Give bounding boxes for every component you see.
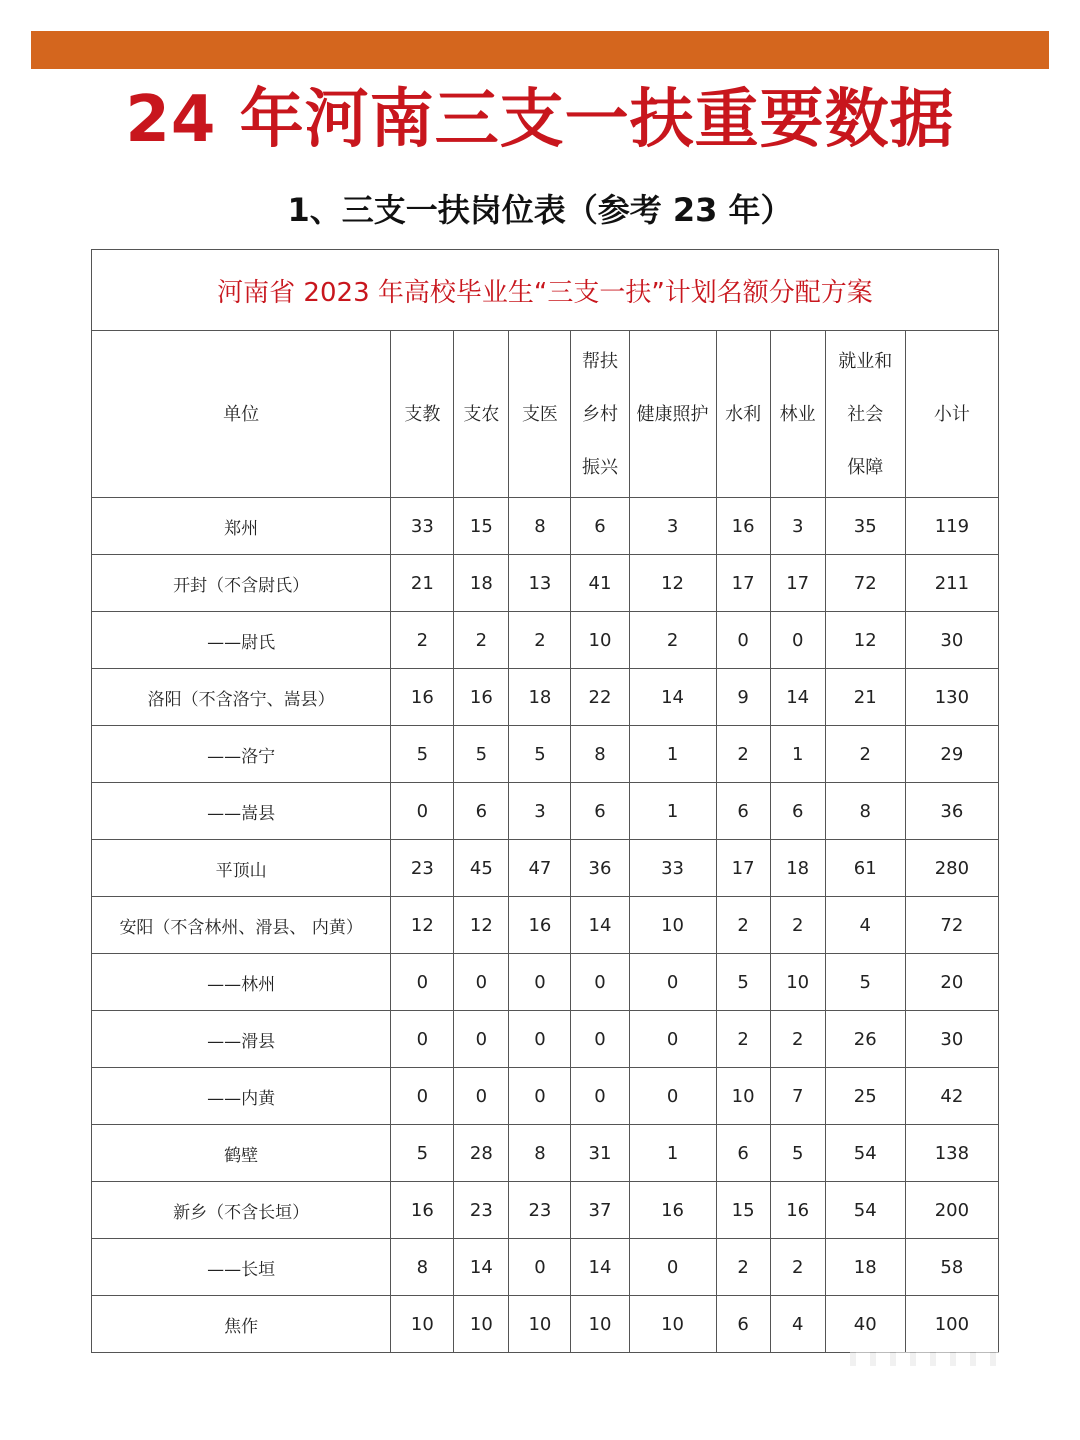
column-header-line: 乡村 [581, 403, 618, 425]
table-header-row [92, 331, 999, 498]
value-cell-total: 200 [905, 1182, 998, 1239]
value-cell-jiankang: 3 [629, 498, 716, 555]
table-row [92, 897, 999, 954]
column-header-shuili [716, 331, 770, 498]
value-cell-total: 280 [905, 840, 998, 897]
value-cell-yi: 0 [509, 1068, 571, 1125]
value-cell-shuili: 15 [716, 1182, 770, 1239]
value-cell-jiuye: 61 [825, 840, 905, 897]
value-cell-jiankang: 12 [629, 555, 716, 612]
value-cell-jiankang: 1 [629, 1125, 716, 1182]
value-cell-jiankang: 0 [629, 1068, 716, 1125]
value-cell-jiuye: 8 [825, 783, 905, 840]
value-cell-total: 29 [905, 726, 998, 783]
table-body [92, 498, 999, 1353]
value-cell-total: 20 [905, 954, 998, 1011]
table-row [92, 555, 999, 612]
value-cell-jiankang: 2 [629, 612, 716, 669]
column-header-line: 支农 [463, 403, 500, 425]
scan-artifact [850, 1352, 1000, 1366]
value-cell-total: 30 [905, 1011, 998, 1068]
column-header-line: 林业 [779, 403, 816, 425]
column-header-yi [509, 331, 571, 498]
value-cell-bangfu: 22 [571, 669, 629, 726]
column-header-line: 健康照护 [636, 403, 709, 425]
value-cell-jiuye: 4 [825, 897, 905, 954]
table-row [92, 1296, 999, 1353]
unit-cell: ——尉氏 [92, 612, 391, 669]
value-cell-total: 42 [905, 1068, 998, 1125]
value-cell-yi: 23 [509, 1182, 571, 1239]
value-cell-nong: 0 [454, 1068, 509, 1125]
column-header-total [905, 331, 998, 498]
value-cell-jiao: 5 [391, 726, 454, 783]
value-cell-total: 138 [905, 1125, 998, 1182]
value-cell-yi: 47 [509, 840, 571, 897]
value-cell-shuili: 2 [716, 1011, 770, 1068]
column-header-line: 保障 [847, 456, 884, 478]
value-cell-total: 58 [905, 1239, 998, 1296]
table-row [92, 1239, 999, 1296]
value-cell-bangfu: 10 [571, 1296, 629, 1353]
section-subtitle: 1、三支一扶岗位表（参考 23 年） [287, 191, 793, 229]
table-row [92, 498, 999, 555]
value-cell-yi: 18 [509, 669, 571, 726]
value-cell-jiao: 0 [391, 783, 454, 840]
value-cell-jiuye: 54 [825, 1125, 905, 1182]
value-cell-jiankang: 10 [629, 1296, 716, 1353]
value-cell-jiankang: 14 [629, 669, 716, 726]
table-caption: 河南省 2023 年高校毕业生“三支一扶”计划名额分配方案 [92, 250, 999, 331]
value-cell-nong: 10 [454, 1296, 509, 1353]
value-cell-linye: 16 [770, 1182, 825, 1239]
value-cell-jiuye: 26 [825, 1011, 905, 1068]
value-cell-jiuye: 5 [825, 954, 905, 1011]
value-cell-yi: 5 [509, 726, 571, 783]
value-cell-bangfu: 6 [571, 498, 629, 555]
value-cell-linye: 10 [770, 954, 825, 1011]
column-header-bangfu [571, 331, 629, 498]
value-cell-jiankang: 0 [629, 1239, 716, 1296]
value-cell-yi: 3 [509, 783, 571, 840]
value-cell-nong: 23 [454, 1182, 509, 1239]
value-cell-jiao: 33 [391, 498, 454, 555]
value-cell-linye: 4 [770, 1296, 825, 1353]
value-cell-nong: 12 [454, 897, 509, 954]
table-row [92, 1068, 999, 1125]
value-cell-yi: 2 [509, 612, 571, 669]
value-cell-total: 100 [905, 1296, 998, 1353]
value-cell-jiuye: 54 [825, 1182, 905, 1239]
value-cell-jiao: 21 [391, 555, 454, 612]
table-row [92, 840, 999, 897]
value-cell-bangfu: 37 [571, 1182, 629, 1239]
value-cell-jiao: 16 [391, 669, 454, 726]
value-cell-bangfu: 0 [571, 1011, 629, 1068]
value-cell-total: 36 [905, 783, 998, 840]
column-header-line: 单位 [223, 403, 260, 425]
value-cell-jiuye: 35 [825, 498, 905, 555]
column-header-nong [454, 331, 509, 498]
value-cell-bangfu: 14 [571, 897, 629, 954]
value-cell-jiao: 0 [391, 1068, 454, 1125]
value-cell-jiankang: 33 [629, 840, 716, 897]
column-header-line: 小计 [933, 403, 970, 425]
value-cell-jiuye: 72 [825, 555, 905, 612]
value-cell-jiuye: 12 [825, 612, 905, 669]
column-header-line: 社会 [847, 403, 884, 425]
unit-cell: 新乡（不含长垣） [92, 1182, 391, 1239]
value-cell-jiao: 8 [391, 1239, 454, 1296]
value-cell-linye: 3 [770, 498, 825, 555]
value-cell-jiuye: 21 [825, 669, 905, 726]
value-cell-bangfu: 8 [571, 726, 629, 783]
value-cell-jiankang: 0 [629, 1011, 716, 1068]
value-cell-jiuye: 25 [825, 1068, 905, 1125]
column-header-jiankang [629, 331, 716, 498]
value-cell-bangfu: 0 [571, 1068, 629, 1125]
value-cell-nong: 15 [454, 498, 509, 555]
value-cell-nong: 14 [454, 1239, 509, 1296]
value-cell-linye: 2 [770, 1011, 825, 1068]
value-cell-bangfu: 6 [571, 783, 629, 840]
value-cell-linye: 14 [770, 669, 825, 726]
allocation-table-container [91, 249, 999, 1353]
value-cell-linye: 5 [770, 1125, 825, 1182]
value-cell-jiao: 12 [391, 897, 454, 954]
column-header-line: 帮扶 [581, 350, 618, 372]
value-cell-jiao: 10 [391, 1296, 454, 1353]
value-cell-linye: 6 [770, 783, 825, 840]
column-header-line: 水利 [725, 403, 762, 425]
value-cell-nong: 18 [454, 555, 509, 612]
value-cell-bangfu: 41 [571, 555, 629, 612]
column-header-jiao [391, 331, 454, 498]
value-cell-jiuye: 40 [825, 1296, 905, 1353]
table-row [92, 954, 999, 1011]
value-cell-total: 211 [905, 555, 998, 612]
column-header-unit [92, 331, 391, 498]
table-row [92, 1011, 999, 1068]
value-cell-jiankang: 16 [629, 1182, 716, 1239]
value-cell-jiao: 2 [391, 612, 454, 669]
value-cell-yi: 10 [509, 1296, 571, 1353]
value-cell-nong: 0 [454, 1011, 509, 1068]
unit-cell: 鹤壁 [92, 1125, 391, 1182]
value-cell-linye: 18 [770, 840, 825, 897]
value-cell-yi: 0 [509, 954, 571, 1011]
top-accent-bar [31, 31, 1049, 69]
value-cell-bangfu: 36 [571, 840, 629, 897]
value-cell-jiankang: 10 [629, 897, 716, 954]
value-cell-jiao: 23 [391, 840, 454, 897]
value-cell-shuili: 6 [716, 783, 770, 840]
value-cell-linye: 7 [770, 1068, 825, 1125]
value-cell-shuili: 5 [716, 954, 770, 1011]
unit-cell: ——林州 [92, 954, 391, 1011]
value-cell-yi: 8 [509, 1125, 571, 1182]
value-cell-bangfu: 0 [571, 954, 629, 1011]
table-row [92, 726, 999, 783]
value-cell-bangfu: 10 [571, 612, 629, 669]
value-cell-yi: 13 [509, 555, 571, 612]
value-cell-shuili: 6 [716, 1296, 770, 1353]
value-cell-shuili: 10 [716, 1068, 770, 1125]
value-cell-nong: 2 [454, 612, 509, 669]
value-cell-linye: 1 [770, 726, 825, 783]
value-cell-yi: 0 [509, 1011, 571, 1068]
value-cell-jiao: 16 [391, 1182, 454, 1239]
value-cell-total: 30 [905, 612, 998, 669]
value-cell-jiao: 0 [391, 954, 454, 1011]
value-cell-jiao: 0 [391, 1011, 454, 1068]
table-row [92, 1182, 999, 1239]
value-cell-shuili: 17 [716, 555, 770, 612]
value-cell-total: 130 [905, 669, 998, 726]
unit-cell: 洛阳（不含洛宁、嵩县） [92, 669, 391, 726]
column-header-line: 支医 [521, 403, 558, 425]
unit-cell: 郑州 [92, 498, 391, 555]
value-cell-linye: 17 [770, 555, 825, 612]
value-cell-yi: 0 [509, 1239, 571, 1296]
unit-cell: ——滑县 [92, 1011, 391, 1068]
value-cell-jiao: 5 [391, 1125, 454, 1182]
value-cell-jiankang: 1 [629, 783, 716, 840]
value-cell-jiankang: 1 [629, 726, 716, 783]
value-cell-nong: 6 [454, 783, 509, 840]
value-cell-shuili: 9 [716, 669, 770, 726]
value-cell-shuili: 17 [716, 840, 770, 897]
column-header-linye [770, 331, 825, 498]
value-cell-shuili: 2 [716, 897, 770, 954]
unit-cell: ——长垣 [92, 1239, 391, 1296]
column-header-line: 就业和 [838, 350, 893, 372]
column-header-line: 支教 [404, 403, 441, 425]
value-cell-jiankang: 0 [629, 954, 716, 1011]
value-cell-shuili: 2 [716, 726, 770, 783]
value-cell-jiuye: 18 [825, 1239, 905, 1296]
unit-cell: ——洛宁 [92, 726, 391, 783]
value-cell-linye: 2 [770, 897, 825, 954]
allocation-table [91, 249, 999, 1353]
value-cell-nong: 16 [454, 669, 509, 726]
value-cell-shuili: 16 [716, 498, 770, 555]
value-cell-shuili: 0 [716, 612, 770, 669]
value-cell-total: 72 [905, 897, 998, 954]
value-cell-shuili: 2 [716, 1239, 770, 1296]
value-cell-linye: 0 [770, 612, 825, 669]
column-header-line: 振兴 [581, 456, 618, 478]
unit-cell: ——内黄 [92, 1068, 391, 1125]
unit-cell: 安阳（不含林州、滑县、 内黄） [92, 897, 391, 954]
value-cell-nong: 5 [454, 726, 509, 783]
value-cell-yi: 16 [509, 897, 571, 954]
value-cell-yi: 8 [509, 498, 571, 555]
table-row [92, 612, 999, 669]
value-cell-linye: 2 [770, 1239, 825, 1296]
value-cell-shuili: 6 [716, 1125, 770, 1182]
table-row [92, 783, 999, 840]
value-cell-nong: 28 [454, 1125, 509, 1182]
table-row [92, 669, 999, 726]
value-cell-jiuye: 2 [825, 726, 905, 783]
value-cell-bangfu: 31 [571, 1125, 629, 1182]
value-cell-total: 119 [905, 498, 998, 555]
value-cell-nong: 0 [454, 954, 509, 1011]
value-cell-bangfu: 14 [571, 1239, 629, 1296]
page-title: 24 年河南三支一扶重要数据 [125, 83, 955, 157]
unit-cell: 开封（不含尉氏） [92, 555, 391, 612]
unit-cell: 平顶山 [92, 840, 391, 897]
value-cell-nong: 45 [454, 840, 509, 897]
column-header-jiuye [825, 331, 905, 498]
unit-cell: ——嵩县 [92, 783, 391, 840]
unit-cell: 焦作 [92, 1296, 391, 1353]
table-row [92, 1125, 999, 1182]
